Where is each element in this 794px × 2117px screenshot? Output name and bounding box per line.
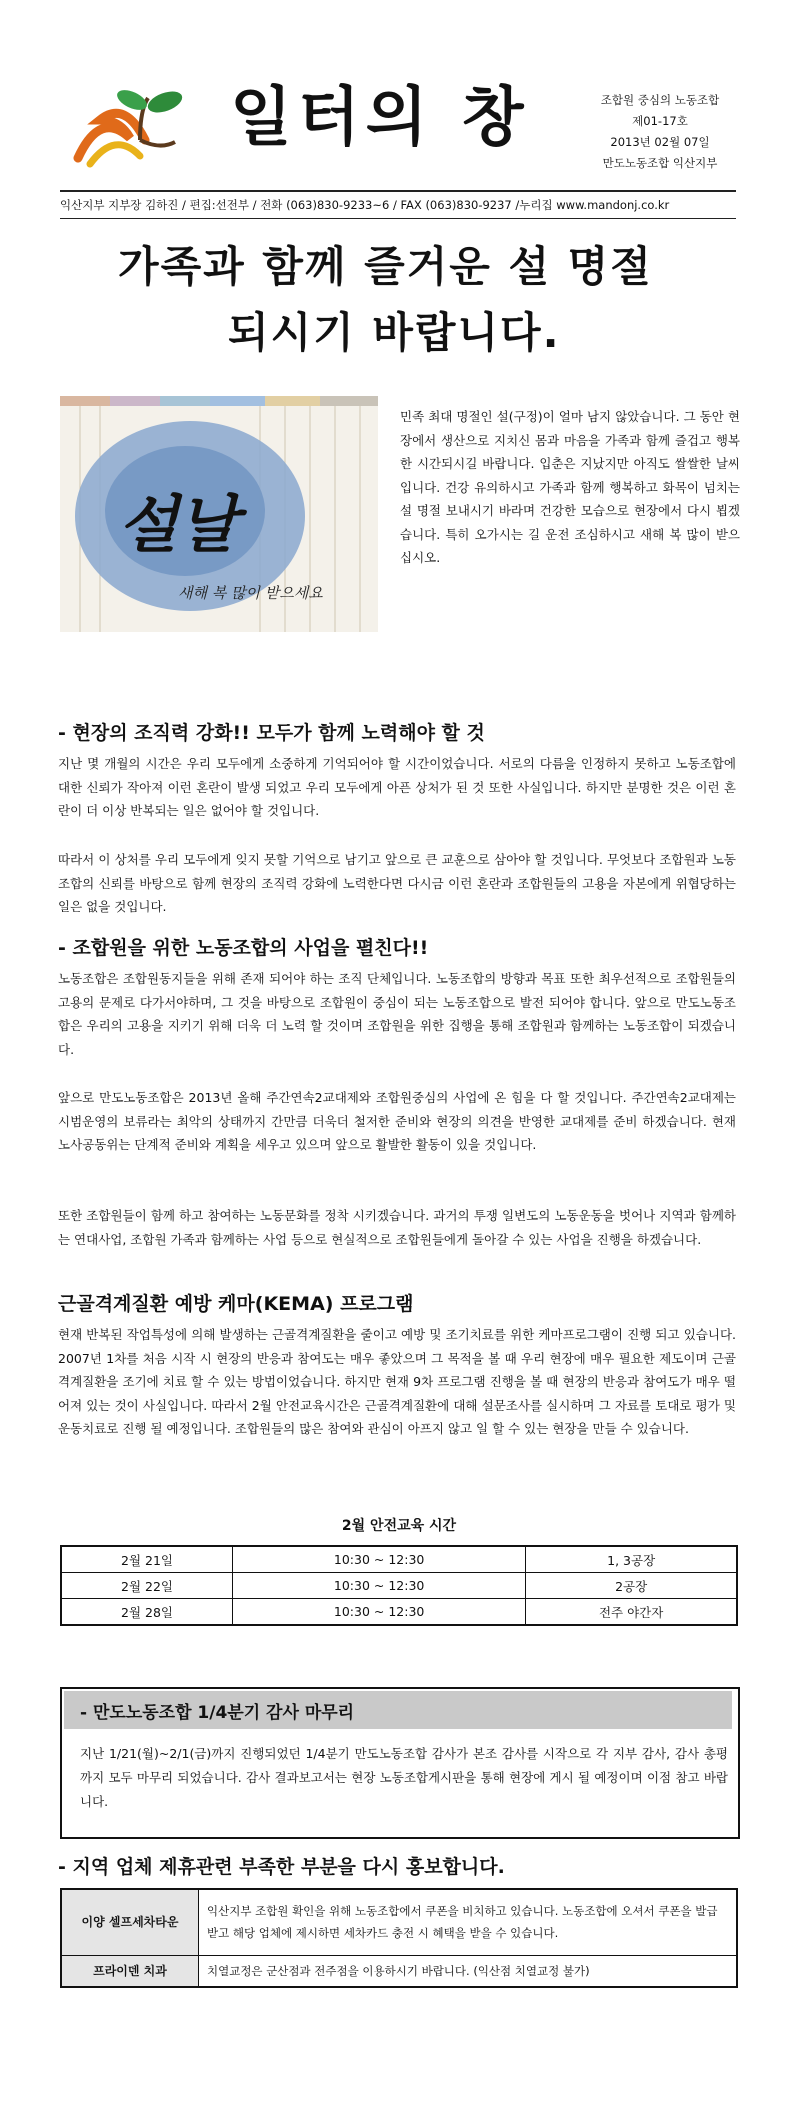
paragraph: 현재 반복된 작업특성에 의해 발생하는 근골격계질환을 줄이고 예방 및 조기치료를 위한 케마프로그램이 진행 되고 있습니다. 2007년 1차를 처음 시작 시 현장의 반응과 참여도는 매우 좋았으며 그 목적을 볼 때 우리 현장에 매우 필요한 제도이며 근골격계질환을 조기에 치료 할 수 있는 방법이었습니다. 하지만 현재 9차 프로그램 진행을 볼 때 현장의 반응과 참여도가 매우 떨어져 있는 것이 사실입니다. 따라서 2월 안전교육시간은 근골격계질환에 대해 설문조사를 실시하며 그 자료를 토대로 평가 및 운동치료로 진행 될 예정입니다. 조합원들의 많은 참여와 관심이 아프지 않고 일 할 수 있는 현장을 만들 수 있습니다. bbox=[58, 1327, 736, 1436]
table-row bbox=[61, 1889, 737, 1955]
audit-heading: - 만도노동조합 1/4분기 감사 마무리 bbox=[80, 1703, 355, 1723]
slogan: 조합원 중심의 노동조합 bbox=[600, 93, 720, 107]
paragraph: 따라서 이 상처를 우리 모두에게 잊지 못할 기억으로 남기고 앞으로 큰 교훈으로 삼아야 할 것입니다. 무엇보다 조합원과 노동조합의 신뢰를 바탕으로 함께 현장의 조직력 강화에 노력한다면 다시금 이런 혼란과 조합원들의 고용을 자본에게 위협당하는 일은 없을 것입니다. bbox=[58, 852, 736, 914]
issue-number: 제01-17호 bbox=[632, 114, 688, 128]
paragraph: 또한 조합원들이 함께 하고 참여하는 노동문화를 정착 시키겠습니다. 과거의 투쟁 일변도의 노동운동을 벗어나 지역과 함께하는 연대사업, 조합원 가족과 함께하는 사업 등으로 현실적으로 조합원들에게 돌아갈 수 있는 사업을 진행을 하겠습니다. bbox=[58, 1208, 736, 1247]
paragraph: 노동조합은 조합원동지들을 위해 존재 되어야 하는 조직 단체입니다. 노동조합의 방향과 목표 또한 최우선적으로 조합원들의 고용의 문제로 다가서야하며, 그 것을 바탕으로 조합원이 중심이 되는 노동조합으로 발전 되어야 합니다. 앞으로 만도노동조합은 우리의 고용을 지키기 위해 더욱 더 노력 할 것이며 조합원을 위한 집행을 통해 조합원과 함께하는 노동조합이 되겠습니다. bbox=[58, 971, 736, 1057]
schedule-table bbox=[60, 1545, 738, 1626]
seollal-greeting-image bbox=[60, 396, 378, 632]
partner-description: 치열교정은 군산점과 전주점을 이용하시기 바랍니다. (익산점 치열교정 불가) bbox=[199, 1955, 738, 1987]
time-cell: 10:30 ~ 12:30 bbox=[233, 1599, 526, 1626]
paragraph: 지난 몇 개월의 시간은 우리 모두에게 소중하게 기억되어야 할 시간이었습니다. 서로의 다름을 인정하지 못하고 노동조합에 대한 신뢰가 작아져 이런 혼란이 발생 되었고 우리 모두에게 아픈 상처가 된 것 또한 사실입니다. 하지만 분명한 것은 이런 혼란이 더 이상 반복되는 일은 없어야 할 것입니다. bbox=[58, 756, 736, 818]
date-cell: 2월 28일 bbox=[61, 1599, 233, 1626]
divider bbox=[60, 218, 736, 219]
issue-info bbox=[555, 90, 765, 174]
location-cell: 2공장 bbox=[526, 1573, 737, 1599]
table-row bbox=[61, 1599, 737, 1626]
schedule-title: 2월 안전교육 시간 bbox=[341, 1518, 457, 1534]
issue-date: 2013년 02월 07일 bbox=[610, 135, 710, 149]
section-heading: - 조합원을 위한 노동조합의 사업을 펼친다!! bbox=[58, 937, 429, 959]
table-row bbox=[61, 1546, 737, 1573]
partner-heading: - 지역 업체 제휴관련 부족한 부분을 다시 홍보합니다. bbox=[58, 1856, 505, 1878]
calligraphy-text: 설날 bbox=[118, 488, 238, 561]
date-cell: 2월 22일 bbox=[61, 1573, 233, 1599]
date-cell: 2월 21일 bbox=[61, 1546, 233, 1573]
location-cell: 전주 야간자 bbox=[526, 1599, 737, 1626]
greeting-text: 새해 복 많이 받으세요 bbox=[178, 584, 323, 602]
intro-paragraph: 민족 최대 명절인 설(구정)이 얼마 남지 않았습니다. 그 동안 현장에서 생산으로 지치신 몸과 마음을 가족과 함께 즐겁고 행복한 시간되시길 바랍니다. 입춘은 지났지만 아직도 쌀쌀한 날씨입니다. 건강 유의하시고 가족과 함께 행복하고 화목이 넘치는 설 명절 보내시기 바라며 건강한 모습으로 현장에서 다시 뵙겠습니다. 특히 오가시는 길 운전 조심하시고 새해 복 많이 받으십시오. bbox=[400, 409, 740, 565]
headline-line-1: 가족과 함께 즐거운 설 명절 bbox=[118, 242, 653, 291]
time-cell: 10:30 ~ 12:30 bbox=[233, 1573, 526, 1599]
table-row bbox=[61, 1955, 737, 1987]
time-cell: 10:30 ~ 12:30 bbox=[233, 1546, 526, 1573]
contact-line: 익산지부 지부장 김하진 / 편집:선전부 / 전화 (063)830-9233~6 / FAX (063)830-9237 /누리집 www.mandonj.co.kr bbox=[60, 198, 670, 212]
paragraph: 앞으로 만도노동조합은 2013년 올해 주간연속2교대제와 조합원중심의 사업에 온 힘을 다 할 것입니다. 주간연속2교대제는 시범운영의 보류라는 최악의 상태까지 간만큼 더욱더 철저한 준비와 현장의 의견을 반영한 교대제를 준비 하겠습니다. 현재 노사공동위는 단계적 준비와 계획을 세우고 있으며 앞으로 활발한 활동이 있을 것입니다. bbox=[58, 1090, 736, 1152]
partner-name: 이양 셀프세차타운 bbox=[61, 1889, 199, 1955]
newsletter-title: 일터의 창 bbox=[230, 81, 530, 155]
section-heading: 근골격계질환 예방 케마(KEMA) 프로그램 bbox=[58, 1293, 414, 1315]
location-cell: 1, 3공장 bbox=[526, 1546, 737, 1573]
union-logo bbox=[70, 80, 190, 170]
section-heading: - 현장의 조직력 강화!! 모두가 함께 노력해야 할 것 bbox=[58, 722, 485, 744]
audit-text: 지난 1/21(월)~2/1(금)까지 진행되었던 1/4분기 만도노동조합 감사가 본조 감사를 시작으로 각 지부 감사, 감사 총평까지 모두 마무리 되었습니다. 감사 결과보고서는 현장 노동조합게시판을 통해 현장에 게시 될 예정이며 이점 참고 바랍니다. bbox=[80, 1746, 728, 1809]
partner-description: 익산지부 조합원 확인을 위해 노동조합에서 쿠폰을 비치하고 있습니다. 노동조합에 오셔서 쿠폰을 발급 받고 해당 업체에 제시하면 세차카드 충전 시 혜택을 받을 수 있습니다. bbox=[199, 1889, 738, 1955]
headline-line-2: 되시기 바랍니다. bbox=[228, 308, 561, 357]
table-row bbox=[61, 1573, 737, 1599]
partner-name: 프라이덴 치과 bbox=[61, 1955, 199, 1987]
partner-table bbox=[60, 1888, 738, 1988]
divider bbox=[60, 190, 736, 192]
publisher: 만도노동조합 익산지부 bbox=[602, 156, 718, 170]
